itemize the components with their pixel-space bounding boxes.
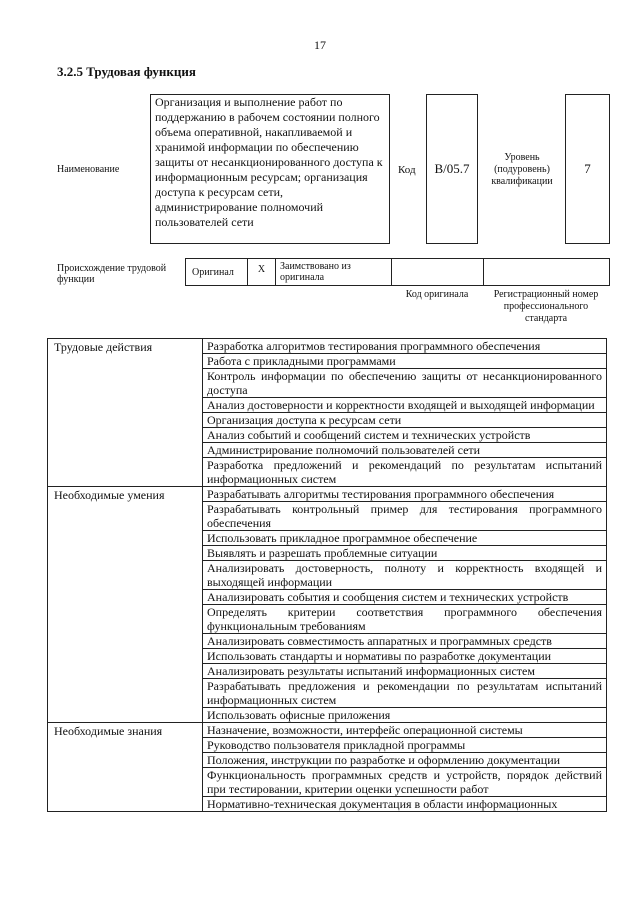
origin-row [185,258,610,286]
origin-borrowed-cell: Заимствовано из оригинала [276,259,392,285]
code-original-label: Код оригинала [405,289,469,300]
origin-code-cell [392,259,484,285]
origin-mark-cell: X [248,259,276,285]
section-item: Выявлять и разрешать проблемные ситуации [203,546,607,561]
section-item: Использовать офисные приложения [203,708,607,723]
section-item: Назначение, возможности, интерфейс операционной системы [203,723,607,738]
qualification-level-box: 7 [565,94,610,244]
section-item: Разрабатывать предложения и рекомендации по результатам испытаний информационных систем [203,679,607,708]
name-label: Наименование [57,164,120,175]
section-item: Руководство пользователя прикладной программы [203,738,607,753]
section-item: Разрабатывать алгоритмы тестирования программного обеспечения [203,487,607,502]
section-item: Организация доступа к ресурсам сети [203,413,607,428]
section-item: Разработка предложений и рекомендаций по результатам испытаний информационных систем [203,458,607,487]
section-item: Анализ событий и сообщений систем и технических устройств [203,428,607,443]
function-details-table [47,338,607,812]
section-item: Нормативно-техническая документация в области информационных [203,797,607,812]
section-item: Анализировать достоверность, полноту и корректность входящей и выходящей информации [203,561,607,590]
section-heading: Трудовые действия [48,339,203,487]
section-heading: Необходимые умения [48,487,203,723]
section-item: Использовать стандарты и нормативы по разработке документации [203,649,607,664]
section-item: Разработка алгоритмов тестирования программного обеспечения [203,339,607,354]
section-item: Разрабатывать контрольный пример для тестирования программного обеспечения [203,502,607,531]
section-item: Работа с прикладными программами [203,354,607,369]
reg-number-label: Регистрационный номер профессионального стандарта [493,289,599,324]
section-item: Функциональность программных средств и устройств, порядок действий при тестировании, критерии оценки успешности работ [203,768,607,797]
origin-original-cell: Оригинал [186,259,248,285]
section-item: Положения, инструкции по разработке и оформлению документации [203,753,607,768]
section-item: Администрирование полномочий пользователей сети [203,443,607,458]
section-heading: Необходимые знания [48,723,203,812]
section-item: Определять критерии соответствия программного обеспечения функциональным требованиям [203,605,607,634]
origin-reg-number-cell [484,259,609,285]
function-name-box: Организация и выполнение работ по поддержанию в рабочем состоянии полного объема оперативной, накапливаемой и хранимой информации по обеспечению защиты от несанкционированного доступа к информационным ресурсам; организация доступа к ресурсам сети, администрирование полномочий пользователей сети [150,94,390,244]
table-row [48,487,607,502]
origin-label: Происхождение трудовой функции [57,263,167,285]
function-code-box: B/05.7 [426,94,478,244]
section-title: 3.2.5 Трудовая функция [57,64,196,79]
section-item: Контроль информации по обеспечению защиты от несанкционированного доступа [203,369,607,398]
qualification-level-label: Уровень (подуровень) квалификации [491,152,553,187]
section-item: Анализировать результаты испытаний информационных систем [203,664,607,679]
section-item: Анализ достоверности и корректности входящей и выходящей информации [203,398,607,413]
section-item: Анализировать совместимость аппаратных и программных средств [203,634,607,649]
code-label: Код [398,164,416,176]
page-number: 17 [314,38,326,52]
table-row [48,339,607,354]
section-item: Использовать прикладное программное обеспечение [203,531,607,546]
section-item: Анализировать события и сообщения систем и технических устройств [203,590,607,605]
table-row [48,723,607,738]
